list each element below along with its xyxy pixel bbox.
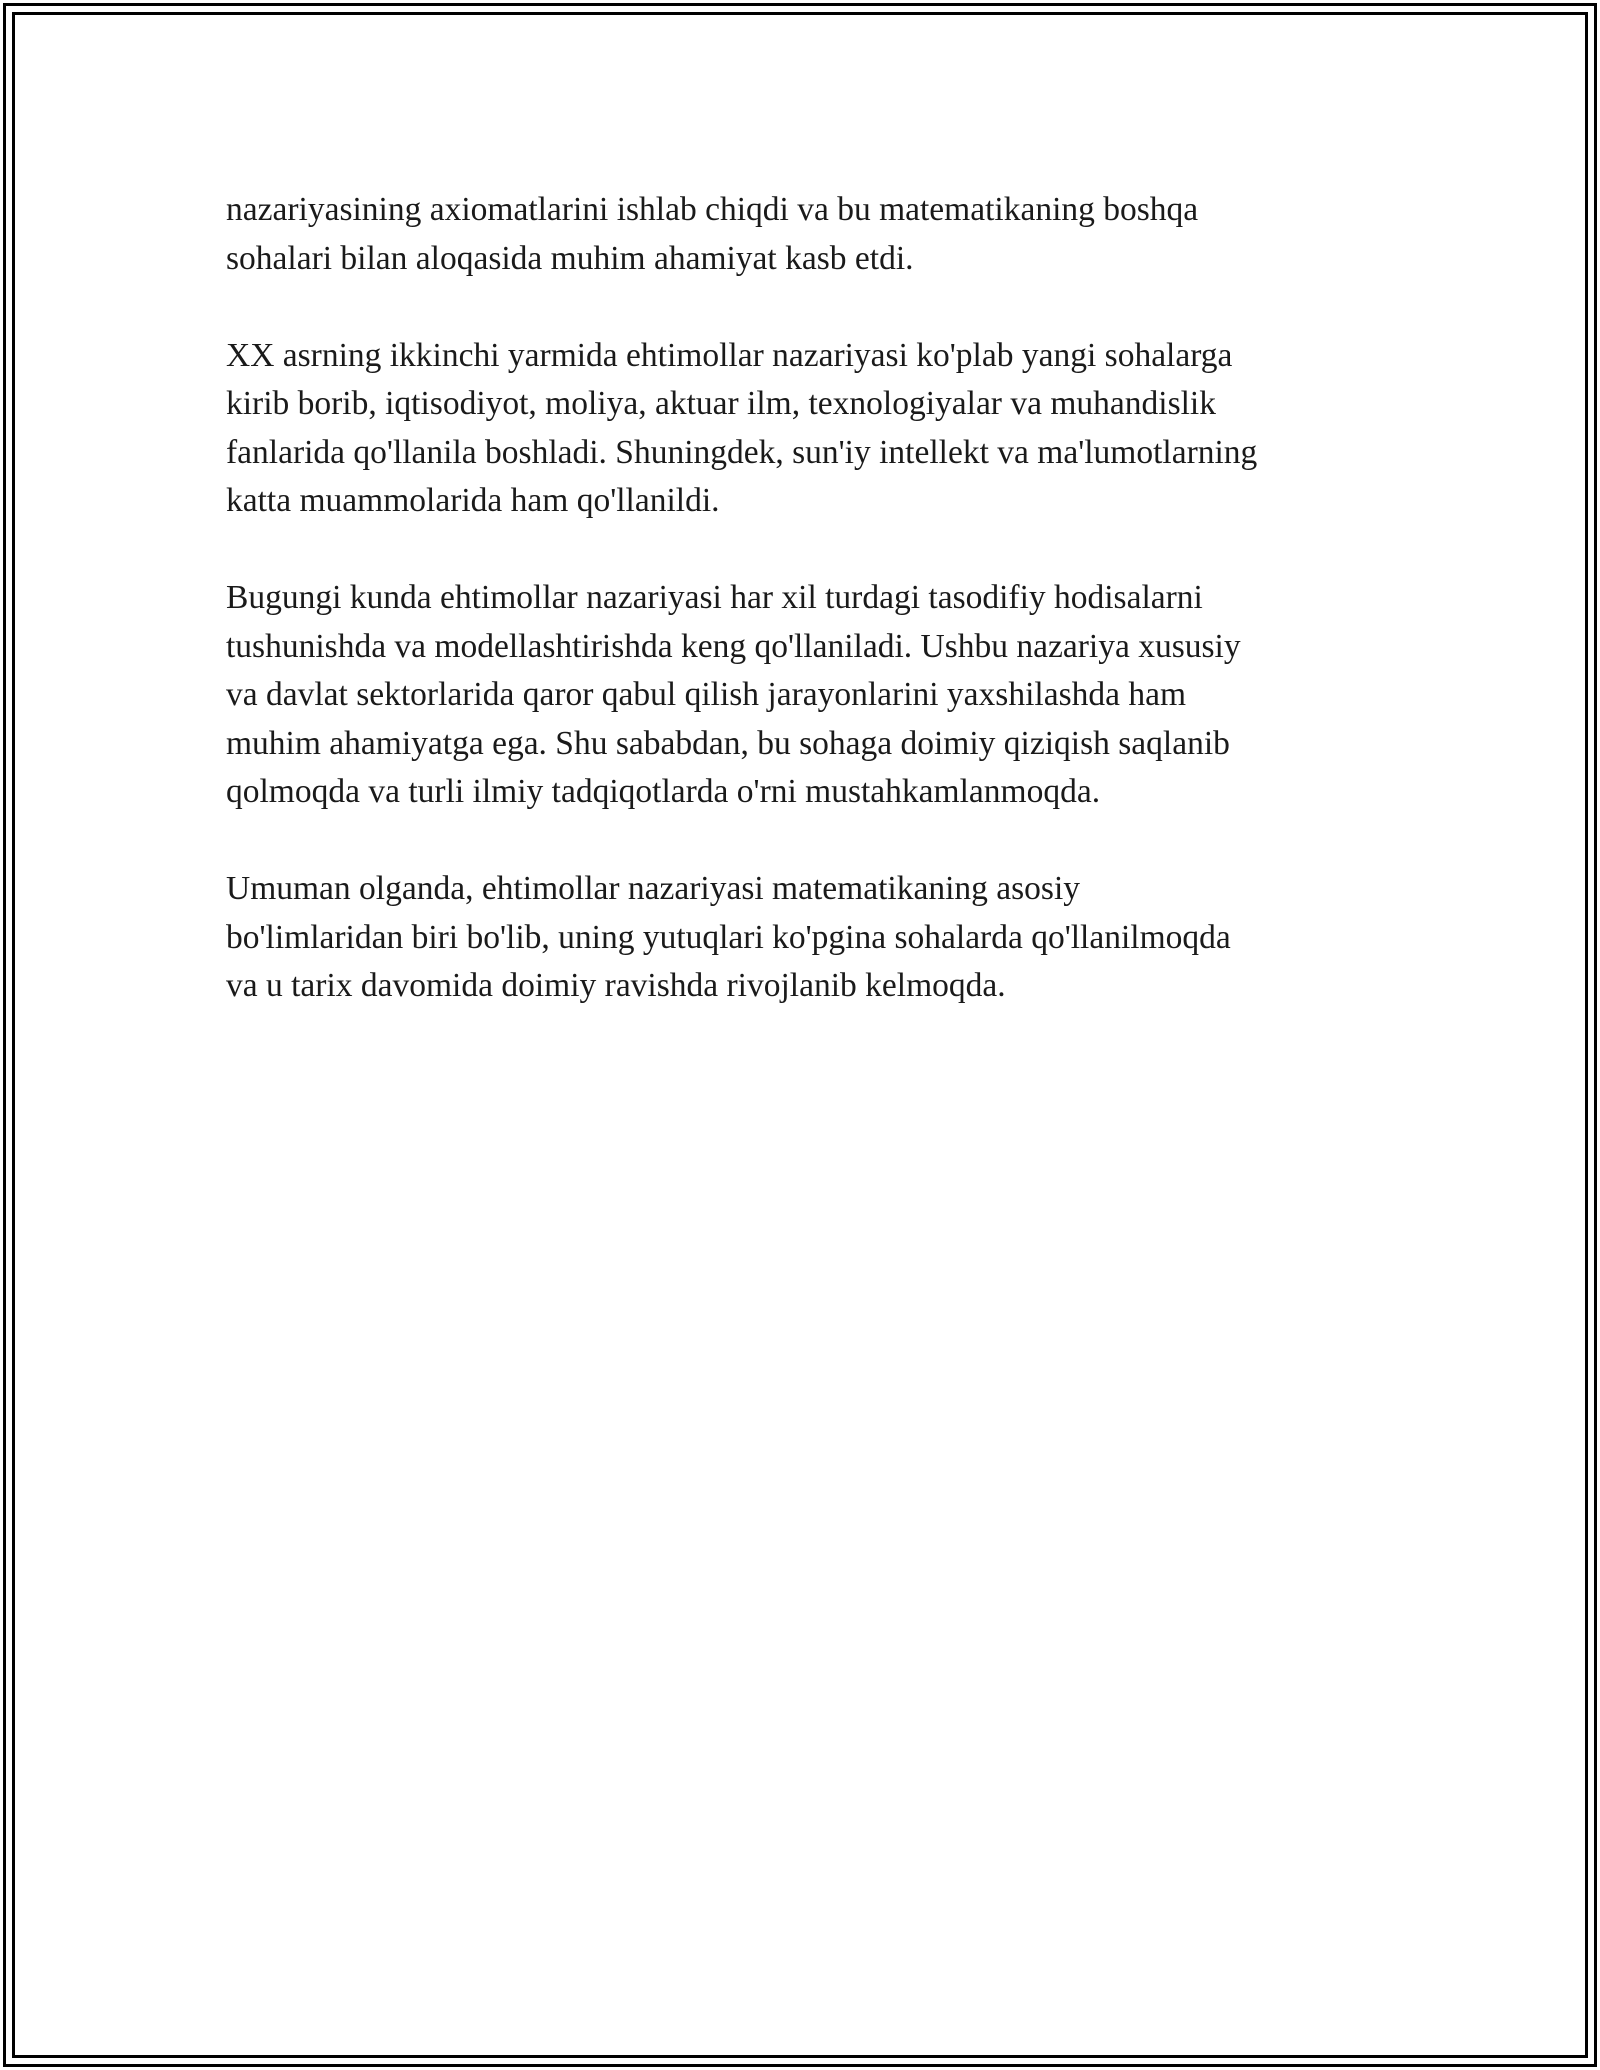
text-line: XX asrning ikkinchi yarmida ehtimollar nazariyasi ko'plab yangi sohalarga xyxy=(226,336,1233,374)
text-line: fanlarida qo'llanila boshladi. Shuningdek, sun'iy intellekt va ma'lumotlarning xyxy=(226,433,1258,471)
text-line: Bugungi kunda ehtimollar nazariyasi har xil turdagi tasodifiy hodisalarni xyxy=(226,579,1203,616)
text-line: va davlat sektorlarida qaror qabul qilish jarayonlarini yaxshilashda ham xyxy=(226,676,1187,713)
paragraph-3 xyxy=(226,574,1406,817)
text-line: kirib borib, iqtisodiyot, moliya, aktuar ilm, texnologiyalar va muhandislik xyxy=(226,385,1216,422)
text-line: muhim ahamiyatga ega. Shu sababdan, bu sohaga doimiy qiziqish saqlanib xyxy=(226,724,1230,762)
text-line: katta muammolarida ham qo'llanildi. xyxy=(226,482,720,519)
text-line: nazariyasining axiomatlarini ishlab chiqdi va bu matematikaning boshqa xyxy=(226,191,1199,228)
text-line: qolmoqda va turli ilmiy tadqiqotlarda o'rni mustahkamlanmoqda. xyxy=(226,773,1101,810)
paragraph-4 xyxy=(226,865,1406,1011)
text-line: va u tarix davomida doimiy ravishda rivojlanib kelmoqda. xyxy=(226,967,1006,1004)
paragraph-2 xyxy=(226,332,1406,526)
text-line: tushunishda va modellashtirishda keng qo'llaniladi. Ushbu nazariya xususiy xyxy=(226,627,1241,665)
text-line: bo'limlaridan biri bo'lib, uning yutuqlari ko'pgina sohalarda qo'llanilmoqda xyxy=(226,918,1231,956)
paragraph-1 xyxy=(226,186,1406,283)
text-line: Umuman olganda, ehtimollar nazariyasi matematikaning asosiy xyxy=(226,870,1081,907)
document-body xyxy=(226,186,1406,1059)
text-line: sohalari bilan aloqasida muhim ahamiyat kasb etdi. xyxy=(226,239,914,277)
